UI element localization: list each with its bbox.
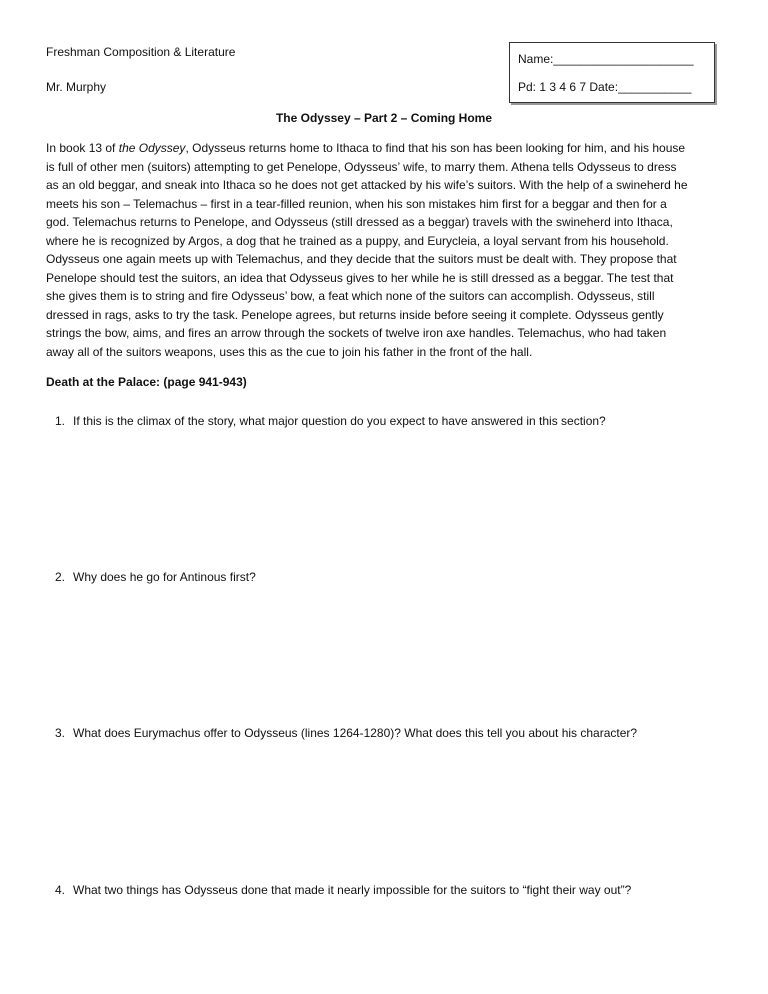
paragraph-line: where he is recognized by Argos, a dog that he trained as a puppy, and Eurycleia, a loyal servant from his household.	[46, 233, 669, 248]
question-number: 2.	[55, 570, 66, 584]
question-number: 1.	[55, 414, 66, 428]
question-1	[55, 414, 606, 428]
question-text: What two things has Odysseus done that made it nearly impossible for the suitors to “fight their way out”?	[73, 883, 632, 897]
paragraph-line: Odysseus one again meets up with Telemachus, and they decide that the suitors must be dealt with. They propose that	[46, 252, 677, 266]
question-2	[55, 570, 256, 584]
paragraph-line: as an old beggar, and sneak into Ithaca so he does not get attacked by his wife’s suitors. With the help of a swineherd he	[46, 178, 688, 192]
question-number: 4.	[55, 883, 66, 897]
page-title: The Odyssey – Part 2 – Coming Home	[275, 111, 493, 125]
intro-paragraph	[46, 139, 726, 361]
paragraph-line: Penelope should test the suitors, an idea that Odysseus gives to her while he is still dressed as a beggar. The test that	[46, 270, 674, 285]
name-field[interactable]: Name:_____________________	[518, 52, 694, 66]
section-heading: Death at the Palace: (page 941-943)	[46, 375, 247, 389]
question-3	[55, 726, 637, 740]
paragraph-line: In book 13 of the Odyssey, Odysseus returns home to Ithaca to find that his son has been looking for him, and his house	[46, 141, 686, 155]
paragraph-line: is full of other men (suitors) attempting to get Penelope, Odysseus’ wife, to marry them. Athena tells Odysseus to dress	[46, 159, 677, 174]
question-number: 3.	[55, 726, 66, 740]
paragraph-line: away all of the suitors weapons, uses this as the cue to join his father in the front of the hall.	[46, 344, 533, 359]
name-box	[509, 42, 715, 103]
paragraph-line: god. Telemachus returns to Penelope, and Odysseus (still dressed as a beggar) travels with the swineherd into Ithaca,	[46, 215, 673, 229]
question-text: If this is the climax of the story, what major question do you expect to have answered in this section?	[73, 414, 606, 428]
question-text: Why does he go for Antinous first?	[73, 570, 256, 584]
paragraph-line: meets his son – Telemachus – first in a tear-filled reunion, when his son mistakes him first for a beggar and then for a	[46, 196, 667, 211]
question-4	[55, 883, 631, 897]
question-text: What does Eurymachus offer to Odysseus (lines 1264-1280)? What does this tell you about his character?	[73, 726, 638, 740]
period-date-field[interactable]: Pd: 1 3 4 6 7 Date:___________	[518, 80, 692, 94]
course-name: Freshman Composition & Literature	[46, 45, 236, 59]
paragraph-line: dressed in rags, asks to try the task. Penelope agrees, but returns inside before seeing it complete. Odysseus gently	[46, 307, 664, 322]
paragraph-line: she gives them is to string and fire Odysseus’ bow, a feat which none of the suitors can accomplish. Odysseus, still	[46, 289, 655, 303]
teacher-name: Mr. Murphy	[46, 80, 107, 94]
paragraph-line: strings the bow, aims, and fires an arrow through the sockets of twelve iron axe handles. Telemachus, who had taken	[46, 326, 667, 340]
